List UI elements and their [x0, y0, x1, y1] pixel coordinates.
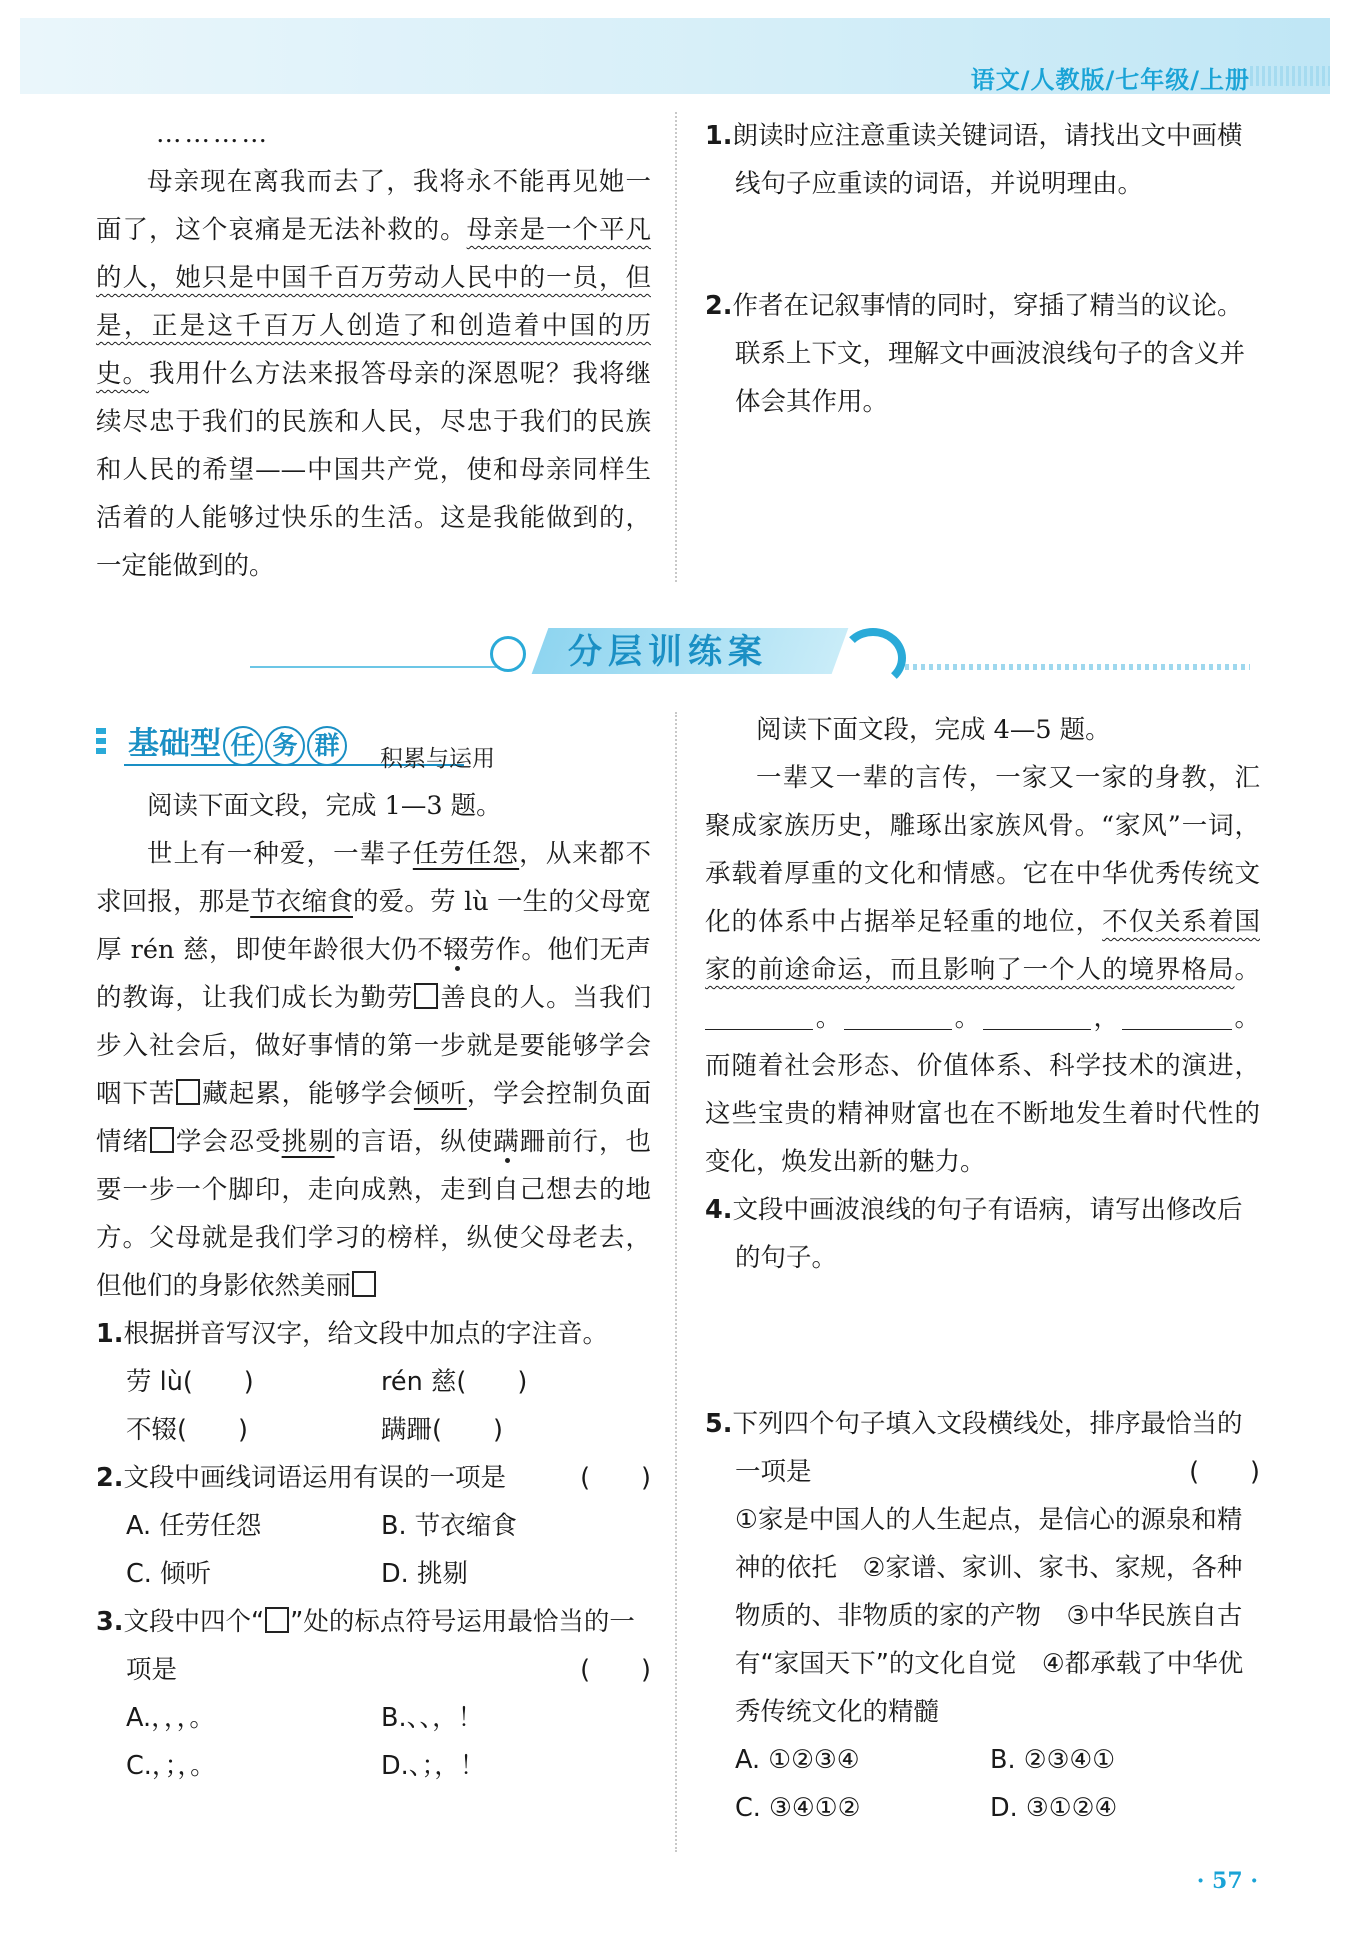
page-number: · 57 · — [1196, 1868, 1258, 1894]
passage-family: 一辈又一辈的言传，一家又一家的身教，汇聚成家族历史，雕琢出家族风骨。“家风”一词，承载着厚重的文化和情感。它在中华优秀传统文化的体系中占据举足轻重的地位，不仅关系着国家的前途命运，而且影响了一个人的境界格局。。 。 ， 。而随着社会形态、价值体系、科学技术的演进，这些宝贵的精神财富也在不断地发生着时代性的变化，焕发出新的魅力。 — [705, 763, 1260, 1177]
section-line-left — [250, 666, 500, 668]
section-title: 分层训练案 — [568, 632, 768, 672]
question-5: 5.下列四个句子填入文段横线处，排序最恰当的一项是 ( ) — [705, 1409, 1260, 1487]
blank-box — [176, 1079, 200, 1105]
blank-box — [414, 983, 438, 1009]
blank-box — [265, 1607, 289, 1633]
answer-blank — [705, 999, 813, 1030]
column-divider-bottom — [675, 712, 677, 1852]
intro-1-3: 阅读下面文段，完成 1—3 题。 — [147, 791, 502, 821]
intro-4-5: 阅读下面文段，完成 4—5 题。 — [756, 715, 1111, 745]
wavy-sentence: 不仅关系着国家的前途命运，而且影响了一个人的境界格局 — [705, 907, 1260, 985]
bar-icon — [96, 728, 106, 758]
q2-options-row2: C. 倾听 D. 挑剔 — [126, 1559, 468, 1589]
top-left-passage — [96, 110, 651, 590]
answer-blank — [844, 999, 952, 1030]
task-char-3: 群 — [307, 726, 347, 766]
question-4: 4.文段中画波浪线的句子有语病，请写出修改后的句子。 — [705, 1195, 1243, 1273]
swirl-icon — [840, 628, 906, 688]
blank-box — [352, 1271, 376, 1297]
task-char-1: 任 — [223, 726, 263, 766]
question-2-reading: 2.作者在记叙事情的同时，穿插了精当的议论。联系上下文，理解文中画波浪线句子的含义并体会其作用。 — [705, 291, 1246, 417]
q1-options-row2: 不辍( ) 蹒跚( ) — [126, 1415, 503, 1445]
question-3: 3.文段中四个“ ”处的标点符号运用最恰当的一项是 ( ) — [96, 1607, 651, 1685]
magnifier-icon — [490, 636, 526, 672]
answer-blank — [983, 999, 1091, 1030]
section-line-right — [905, 664, 1250, 670]
question-1: 1.根据拼音写汉字，给文段中加点的字注音。 — [96, 1319, 608, 1349]
question-2: 2.文段中画线词语运用有误的一项是 ( ) — [96, 1463, 651, 1493]
top-right-questions — [705, 112, 1260, 426]
blank-box — [150, 1127, 174, 1153]
q1-options-row1: 劳 lù( ) rén 慈( ) — [126, 1367, 528, 1397]
book-header: 语文/人教版/七年级/上册 — [970, 66, 1250, 94]
task-subtitle: 积累与运用 — [380, 746, 495, 772]
ellipsis: ………… — [156, 119, 270, 149]
task-char-2: 务 — [265, 726, 305, 766]
q5-options-row1: A. ①②③④ B. ②③④① — [735, 1745, 1116, 1775]
q3-options-row2: C.，；，。 D.、；，！ — [126, 1751, 486, 1781]
question-1-reading: 1.朗读时应注意重读关键词语，请找出文中画横线句子应重读的词语，并说明理由。 — [705, 121, 1243, 199]
header-dots — [1250, 66, 1330, 86]
wavy-sentence: 母亲是一个平凡的人，她只是中国千百万劳动人民中的一员，但是，正是这千百万人创造了和创造着中国的历史。 — [96, 215, 651, 389]
q5-options-row2: C. ③④①② D. ③①②④ — [735, 1793, 1118, 1823]
exercise-left — [96, 782, 651, 1790]
column-divider-top — [675, 112, 677, 582]
q2-options-row1: A. 任劳任怨 B. 节衣缩食 — [126, 1511, 517, 1541]
q3-options-row1: A.，，，。 B.、、，！ — [126, 1703, 484, 1733]
answer-blank — [1122, 999, 1232, 1030]
passage-parents: 世上有一种爱，一辈子任劳任怨，从来都不求回报，那是节衣缩食的爱。劳 lù 一生的父母宽厚 rén 慈，即使年龄很大仍不辍劳作。他们无声的教诲，让我们成长为勤劳 善良的人。当我们步入社会后，做好事情的第一步就是要能够学会咽下苦 藏起累，能够学会倾听，学会控制负面情绪 学会忍受挑剔的言语，纵使蹒跚前行，也要一步一个脚印，走向成熟，走到自己想去的地方。父母就是我们学习的榜样，纵使父母老去，但他们的身影依然美丽 — [96, 839, 651, 1301]
exercise-right — [705, 706, 1260, 1832]
q5-sentences: ①家是中国人的人生起点，是信心的源泉和精神的依托 ②家谱、家训、家书、家规，各种物质的、非物质的家的产物 ③中华民族自古有“家国天下”的文化自觉 ④都承载了中华优秀传统文化的精髓 — [735, 1505, 1244, 1727]
task-type: 基础型 — [128, 726, 221, 762]
mother-paragraph: 母亲现在离我而去了，我将永不能再见她一面了，这个哀痛是无法补救的。母亲是一个平凡的人，她只是中国千百万劳动人民中的一员，但是，正是这千百万人创造了和创造着中国的历史。我用什么方法来报答母亲的深恩呢？我将继续尽忠于我们的民族和人民，尽忠于我们的民族和人民的希望——中国共产党，使和母亲同样生活着的人能够过快乐的生活。这是我能做到的，一定能做到的。 — [96, 167, 651, 581]
